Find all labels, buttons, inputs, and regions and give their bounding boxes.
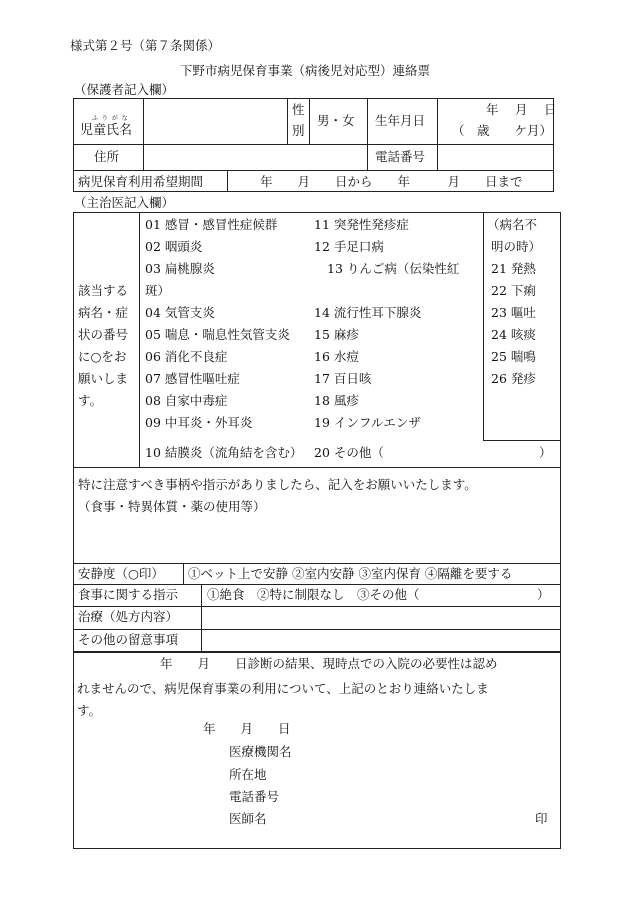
doctor-table-border xyxy=(73,212,561,652)
list-item[interactable]: 02 咽頭炎 xyxy=(145,239,203,254)
notes-instruction: 特に注意すべき事柄や指示がありましたら、記入をお願いいたします。 xyxy=(78,477,477,492)
sex-options[interactable]: 男・女 xyxy=(317,113,355,128)
sex-label-2: 別 xyxy=(292,123,305,138)
treatment-field[interactable] xyxy=(203,608,559,628)
period-value[interactable]: 年 月 日から 年 月 日まで xyxy=(260,174,523,189)
rest-label: 安静度（○印） xyxy=(78,566,164,581)
child-name-ruby: ふ り が な xyxy=(92,115,129,122)
guardian-section-label: （保護者記入欄） xyxy=(74,82,175,97)
conclusion-line-1: 年 月 日診断の結果、現時点での入院の必要性は認め xyxy=(160,656,498,671)
facility-label: 医療機関名 xyxy=(229,744,292,759)
list-item[interactable]: 05 喘息・喘息性気管支炎 xyxy=(145,327,290,342)
signature-date[interactable]: 年 月 日 xyxy=(203,721,291,736)
meal-label: 食事に関する指示 xyxy=(78,587,179,602)
meal-close: ） xyxy=(537,587,550,602)
address-field[interactable] xyxy=(145,146,365,168)
list-item[interactable]: 01 感冒・感冒性症候群 xyxy=(145,217,278,232)
sex-label-1: 性 xyxy=(292,102,305,117)
list-item[interactable]: 18 風疹 xyxy=(314,393,359,408)
child-name-label: 児童氏名 xyxy=(80,123,133,138)
list-item[interactable]: 21 発熱 xyxy=(491,261,536,276)
list-item[interactable]: 04 気管支炎 xyxy=(145,305,215,320)
list-item[interactable]: 14 流行性耳下腺炎 xyxy=(314,305,422,320)
conclusion-line-2: れませんので、病児保育事業の利用について、上記のとおり連絡いたしま xyxy=(77,681,489,696)
list-item[interactable]: 26 発疹 xyxy=(491,371,536,386)
list-item[interactable]: 07 感冒性嘔吐症 xyxy=(145,371,240,386)
meal-options[interactable]: ①絶食 ②特に制限なし ③その他（ xyxy=(207,587,420,602)
list-item[interactable]: 24 咳痰 xyxy=(491,327,536,342)
other-notes-field[interactable] xyxy=(203,631,559,651)
form-number: 様式第２号（第７条関係） xyxy=(70,38,221,53)
list-item[interactable]: 15 麻疹 xyxy=(314,327,359,342)
list-item[interactable]: 03 扁桃腺炎 xyxy=(145,261,215,276)
notes-field[interactable] xyxy=(75,518,559,561)
phone-field[interactable] xyxy=(439,146,552,168)
address-label: 住所 xyxy=(94,149,120,164)
list-item[interactable]: 23 嘔吐 xyxy=(491,305,536,320)
conclusion-line-3: す。 xyxy=(77,703,102,718)
doctor-name-label: 医師名 xyxy=(229,811,267,826)
list-item[interactable]: 11 突発性発疹症 xyxy=(314,217,409,232)
doctor-section-label: （主治医記入欄） xyxy=(74,195,175,210)
age-value[interactable]: （ 歳 ケ月） xyxy=(452,123,553,138)
notes-examples: （食事・特異体質・薬の使用等） xyxy=(78,499,266,514)
list-item[interactable]: 19 インフルエンザ xyxy=(314,415,421,430)
list-item[interactable]: 22 下痢 xyxy=(491,283,536,298)
other-notes-label: その他の留意事項 xyxy=(78,632,179,647)
seal-mark: 印 xyxy=(535,811,548,826)
list-item[interactable]: 16 水痘 xyxy=(314,349,359,364)
treatment-label: 治療（処方内容） xyxy=(78,609,179,624)
list-item[interactable]: 20 その他（ xyxy=(314,445,384,460)
birthdate-label: 生年月日 xyxy=(375,113,426,128)
birthdate-value[interactable]: 年 月 日 xyxy=(486,102,557,117)
list-item[interactable]: 10 結膜炎（流角結を含む） xyxy=(145,445,303,460)
list-item[interactable]: 13 りんご病（伝染性紅 xyxy=(327,261,460,276)
period-label: 病児保育利用希望期間 xyxy=(78,174,204,189)
location-label: 所在地 xyxy=(229,767,267,782)
rest-options[interactable]: ①ベット上で安静 ②室内安静 ③室内保育 ④隔離を要する xyxy=(188,566,513,581)
form-title: 下野市病児保育事業（病後児対応型）連絡票 xyxy=(180,63,431,78)
phone-label: 電話番号 xyxy=(375,149,426,164)
doctor-phone-label: 電話番号 xyxy=(229,789,280,804)
disease-20-close: ） xyxy=(539,445,552,460)
list-item[interactable]: 06 消化不良症 xyxy=(145,349,228,364)
list-item[interactable]: 25 喘鳴 xyxy=(491,349,536,364)
list-item-cont: 斑） xyxy=(145,283,171,298)
list-item[interactable]: 12 手足口病 xyxy=(314,239,384,254)
list-item[interactable]: 17 百日咳 xyxy=(314,371,372,386)
list-item[interactable]: 09 中耳炎・外耳炎 xyxy=(145,415,253,430)
child-name-field[interactable] xyxy=(145,100,285,142)
list-item[interactable]: 08 自家中毒症 xyxy=(145,393,228,408)
